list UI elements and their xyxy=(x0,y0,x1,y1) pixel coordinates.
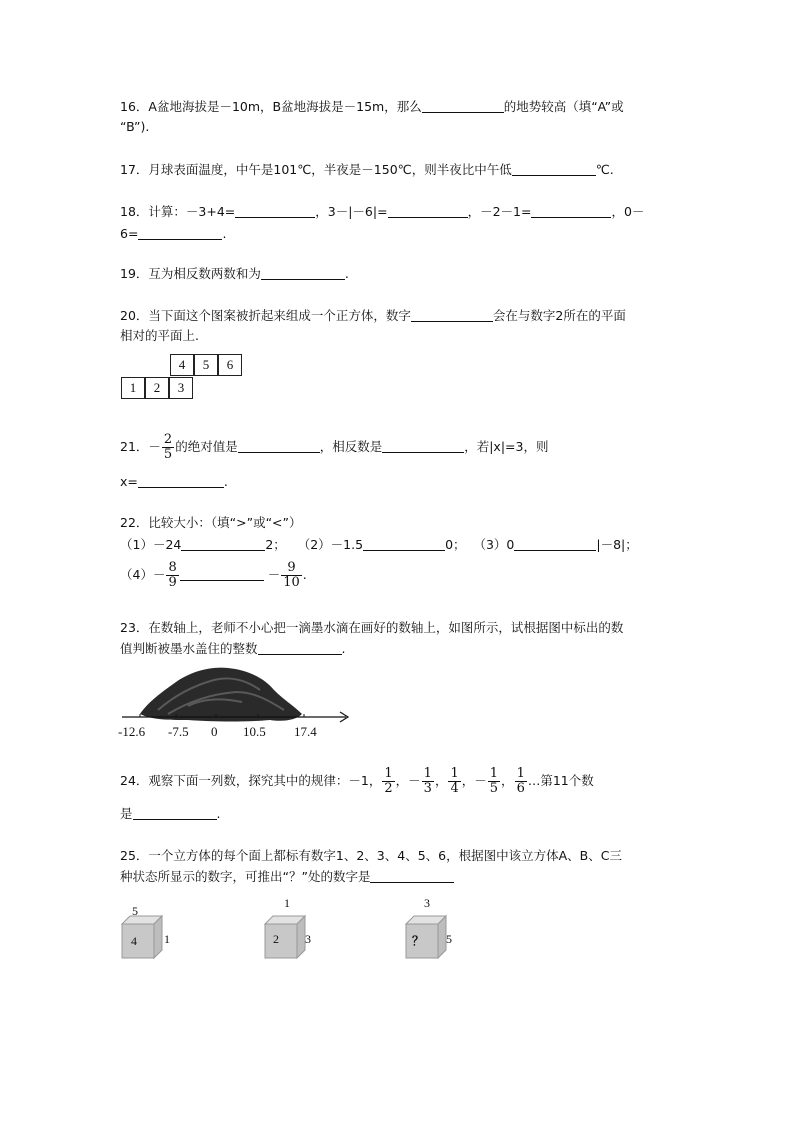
q24-f1-num: 1 xyxy=(384,766,393,781)
cube-b-side-label: 3 xyxy=(305,932,311,946)
q20-text-2: 会在与数字2所在的平面 xyxy=(492,308,626,323)
q22-part2-end: 0； xyxy=(445,537,466,552)
q24-sep-1: ，－ xyxy=(395,773,421,788)
cube-c-side-label: 5 xyxy=(446,932,452,946)
tick-label-neg-12-6: -12.6 xyxy=(118,724,146,739)
cube-b-top-label: 1 xyxy=(284,896,290,910)
cube-c-front-label: ？ xyxy=(412,934,425,948)
q18-text-b: ，3－|－6|= xyxy=(315,204,388,219)
q16-text: 16．A盆地海拔是－10m，B盆地海拔是－15m，那么 xyxy=(120,99,422,114)
q22-blank-3[interactable] xyxy=(514,538,596,551)
q21-text-e: x= xyxy=(120,474,138,489)
q21-text-c: ，相反数是 xyxy=(319,439,383,454)
q24-text-b: 是 xyxy=(120,806,133,821)
q21-text-a: 21．－ xyxy=(120,439,161,454)
q18-text-f: . xyxy=(222,226,227,241)
cube-side-face xyxy=(438,916,446,958)
q20-text: 20．当下面这个图案被折起来组成一个正方体，数字 xyxy=(120,308,411,323)
q22-fraction-1 xyxy=(166,561,178,590)
q19-end: . xyxy=(344,266,349,281)
q16-line2: “B”). xyxy=(120,119,150,134)
q21-numerator: 2 xyxy=(163,432,173,447)
q24-sep-3: ，－ xyxy=(461,773,487,788)
q18-blank-2[interactable] xyxy=(388,205,468,218)
tick-label-10-5: 10.5 xyxy=(243,724,266,739)
q24-f2-num: 1 xyxy=(423,766,432,781)
net-cell-4: 4 xyxy=(170,354,194,376)
q22-part3: （3）0 xyxy=(473,537,515,552)
tick-label-zero: 0 xyxy=(211,724,218,739)
q24-f3-num: 1 xyxy=(450,766,459,781)
net-cell-5: 5 xyxy=(194,354,218,376)
q22-end: . xyxy=(302,567,307,582)
q22-f2-numerator: 9 xyxy=(281,561,302,576)
question-16 xyxy=(120,99,624,115)
q20-line2: 相对的平面上. xyxy=(120,328,199,343)
q17-text: 17．月球表面温度，中午是101℃，半夜是－150℃，则半夜比中午低 xyxy=(120,162,512,177)
q24-frac-5 xyxy=(515,767,527,796)
q25-blank[interactable] xyxy=(370,870,454,883)
net-cell-2: 2 xyxy=(145,377,169,399)
q24-frac-2 xyxy=(422,767,434,796)
cube-c-top-label: 3 xyxy=(424,896,430,910)
q25-text-b: 种状态所显示的数字，可推出“？”处的数字是 xyxy=(120,869,371,884)
q21-line2 xyxy=(120,474,228,490)
q24-end: . xyxy=(216,806,221,821)
q21-denominator: 5 xyxy=(163,447,173,462)
tick-label-neg-7-5: -7.5 xyxy=(168,724,189,739)
q21-text-b: 的绝对值是 xyxy=(175,439,238,454)
cube-front-face xyxy=(122,924,154,958)
number-line-figure xyxy=(118,662,358,726)
q22-f1-denominator: 9 xyxy=(168,575,177,590)
cube-b-shape xyxy=(263,912,307,960)
q22-f1-numerator: 8 xyxy=(168,560,177,575)
question-20 xyxy=(120,308,626,324)
net-cell-1: 1 xyxy=(121,377,145,399)
q24-sep-2: ， xyxy=(434,773,448,788)
q24-frac-4 xyxy=(488,767,500,796)
q24-f5-den: 6 xyxy=(516,781,525,796)
q18-text-e: 6= xyxy=(120,226,139,241)
q24-f4-num: 1 xyxy=(489,766,499,781)
q24-sep-4: ， xyxy=(501,773,514,788)
q21-text-d: ，若|x|=3，则 xyxy=(464,439,549,454)
q16-blank[interactable] xyxy=(422,100,504,113)
q24-sep-5: …第11个数 xyxy=(527,773,594,788)
q21-fraction xyxy=(162,433,174,462)
q24-blank[interactable] xyxy=(133,807,217,820)
cube-a-top-label: 5 xyxy=(132,904,138,918)
q22-line3 xyxy=(120,558,307,592)
q22-blank-1[interactable] xyxy=(181,538,265,551)
q24-f4-den: 5 xyxy=(489,781,499,796)
q21-blank-1[interactable] xyxy=(238,440,320,453)
q18-blank-4[interactable] xyxy=(138,227,222,240)
q21-blank-2[interactable] xyxy=(382,440,464,453)
q22-part4: （4）－ xyxy=(120,567,166,582)
q22-blank-2[interactable] xyxy=(363,538,445,551)
q21-text-f: . xyxy=(223,474,228,489)
q18-line2 xyxy=(120,226,226,242)
q24-line2 xyxy=(120,806,221,822)
q18-text-d: ，0－ xyxy=(611,204,645,219)
q24-f5-num: 1 xyxy=(516,766,525,781)
cube-front-face xyxy=(265,924,297,958)
cube-c-shape xyxy=(404,912,448,960)
q23-blank[interactable] xyxy=(258,642,342,655)
q24-f1-den: 2 xyxy=(384,781,393,796)
cube-side-face xyxy=(297,916,305,958)
q22-minus: － xyxy=(267,567,281,582)
q23-text-b: 值判断被墨水盖住的整数 xyxy=(120,641,258,656)
q24-frac-1 xyxy=(382,767,394,796)
cube-a-shape xyxy=(120,912,164,960)
q24-f2-den: 3 xyxy=(423,781,432,796)
q22-part1: （1）－24 xyxy=(120,537,182,552)
cube-a-side-label: 1 xyxy=(164,932,170,946)
q22-part3-end: |－8|； xyxy=(596,537,638,552)
cube-side-face xyxy=(154,916,162,958)
q22-blank-4[interactable] xyxy=(180,568,264,581)
question-23: 23．在数轴上，老师不小心把一滴墨水滴在画好的数轴上，如图所示，试根据图中标出的数 xyxy=(120,620,624,635)
question-19 xyxy=(120,266,349,282)
q18-text-a: 18．计算：－3+4= xyxy=(120,204,236,219)
q19-text: 19．互为相反数两数和为 xyxy=(120,266,261,281)
cube-a-front-label: 4 xyxy=(131,934,137,948)
q20-blank[interactable] xyxy=(411,309,493,322)
q24-f3-den: 4 xyxy=(450,781,459,796)
question-21 xyxy=(120,432,548,462)
q22-line2 xyxy=(120,537,638,553)
q16-text-2: 的地势较高（填“A”或 xyxy=(503,99,624,114)
q23-end: . xyxy=(341,641,346,656)
q25-line2 xyxy=(120,869,454,885)
question-22: 22．比较大小：（填“>”或“<”） xyxy=(120,515,302,530)
q17-unit: ℃. xyxy=(595,162,614,177)
q22-f2-denominator: 10 xyxy=(283,575,300,590)
q24-text: 24．观察下面一列数，探究其中的规律：－1， xyxy=(120,773,382,788)
q21-blank-3[interactable] xyxy=(138,475,224,488)
q18-blank-3[interactable] xyxy=(531,205,611,218)
net-cell-6: 6 xyxy=(218,354,242,376)
q22-part2: （2）－1.5 xyxy=(297,537,364,552)
question-25: 25．一个立方体的每个面上都标有数字1、2、3、4、5、6，根据图中该立方体A、B、C三 xyxy=(120,848,622,863)
q22-fraction-2 xyxy=(281,561,302,590)
question-17 xyxy=(120,162,614,178)
question-24 xyxy=(120,764,594,798)
question-18 xyxy=(120,204,644,220)
q18-text-c: ，－2－1= xyxy=(467,204,532,219)
net-cell-3: 3 xyxy=(169,377,193,399)
tick-label-17-4: 17.4 xyxy=(294,724,317,739)
q17-blank[interactable] xyxy=(512,163,596,176)
cube-b-front-label: 2 xyxy=(273,932,279,946)
q19-blank[interactable] xyxy=(261,267,345,280)
q23-line2 xyxy=(120,641,346,657)
q18-blank-1[interactable] xyxy=(235,205,315,218)
q22-part1-end: 2； xyxy=(265,537,286,552)
q24-frac-3 xyxy=(448,767,460,796)
